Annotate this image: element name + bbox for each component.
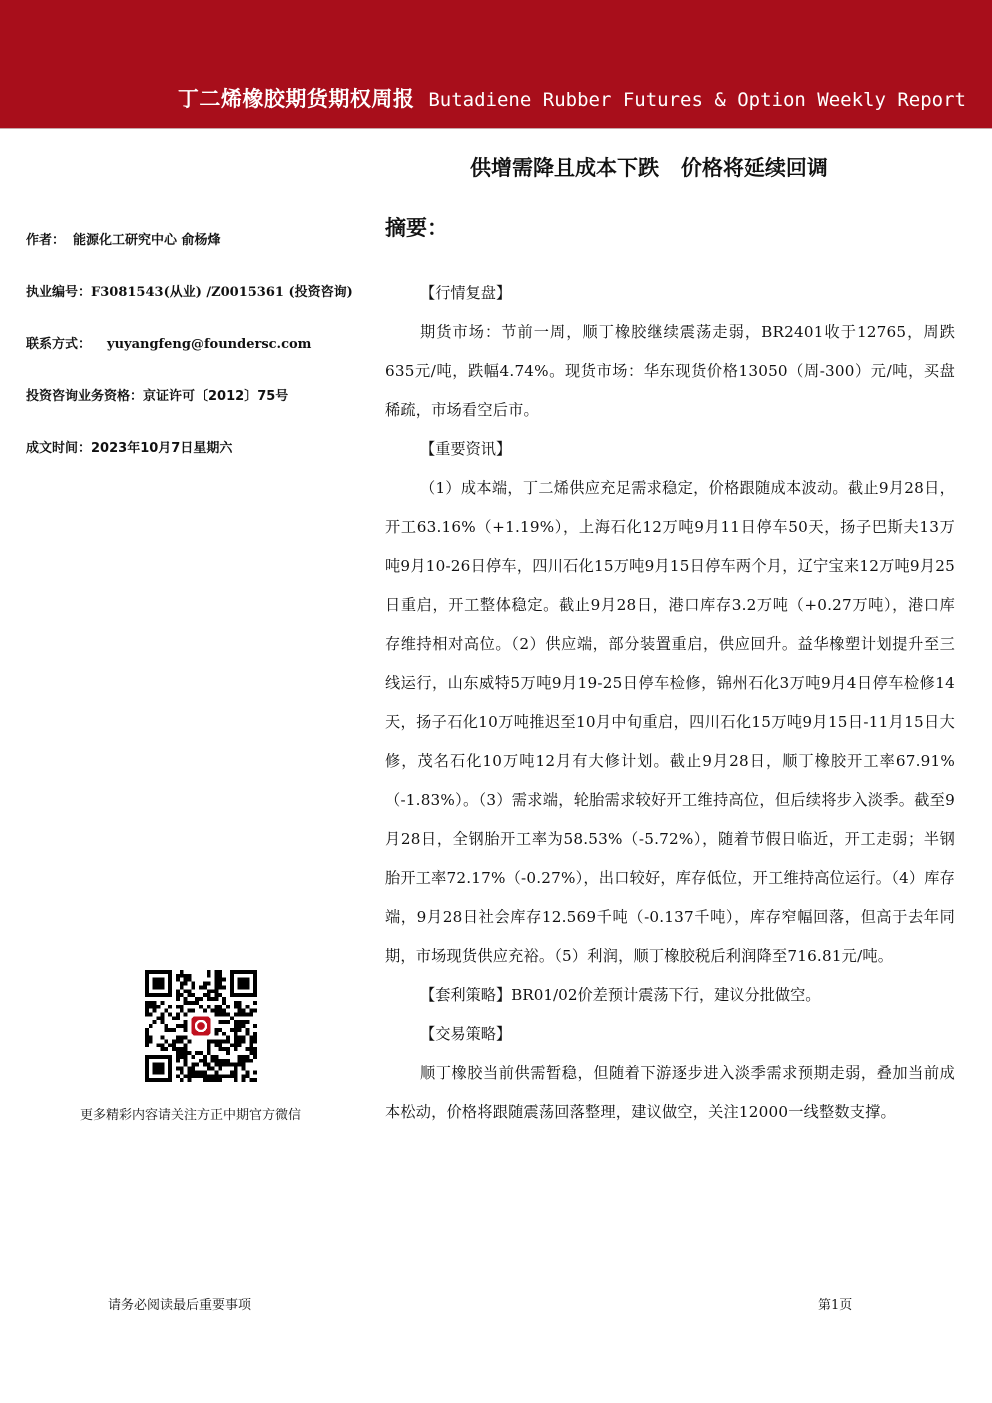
- qr-code-icon: [145, 970, 257, 1082]
- date-label: 成文时间：: [26, 441, 92, 456]
- qualification-value: 京证许可〔2012〕75号: [143, 389, 289, 404]
- section-review-heading: 【行情复盘】: [420, 284, 512, 302]
- page-number: 第1页: [818, 1298, 853, 1313]
- abstract-title: 摘要：: [385, 216, 448, 240]
- license-row: [26, 284, 366, 336]
- header-banner: [0, 0, 992, 128]
- arbitrage-paragraph: [385, 976, 955, 1015]
- section-trade-heading: 【交易策略】: [420, 1025, 512, 1043]
- news-paragraph: （1）成本端，丁二烯供应充足需求稳定，价格跟随成本波动。截止9月28日，开工63.16%（+1.19%），上海石化12万吨9月11日停车50天，扬子巴斯夫13万吨9月10-26日停车，四川石化15万吨9月15日停车两个月，辽宁宝来12万吨9月25日重启，开工整体稳定。截止9月28日，港口库存3.2万吨（+0.27万吨），港口库存维持相对高位。（2）供应端，部分装置重启，供应回升。益华橡塑计划提升至三线运行，山东威特5万吨9月19-25日停车检修，锦州石化3万吨9月4日停车检修14天，扬子石化10万吨推迟至10月中旬重启，四川石化15万吨9月15日-11月15日大修，茂名石化10万吨12月有大修计划。截止9月28日，顺丁橡胶开工率67.91%（-1.83%）。（3）需求端，轮胎需求较好开工维持高位，但后续将步入淡季。截至9月28日，全钢胎开工率为58.53%（-5.72%），随着节假日临近，开工走弱；半钢胎开工率72.17%（-0.27%），出口较好，库存低位，开工维持高位运行。（4）库存端，9月28日社会库存12.569千吨（-0.137千吨），库存窄幅回落，但高于去年同期，市场现货供应充裕。（5）利润，顺丁橡胶税后利润降至716.81元/吨。: [385, 479, 955, 965]
- report-title: [178, 84, 966, 114]
- author-row: [26, 232, 366, 284]
- contact-row: [26, 336, 366, 388]
- arbitrage-label: 【套利策略】: [420, 986, 512, 1004]
- trade-paragraph: 顺丁橡胶当前供需暂稳，但随着下游逐步进入淡季需求预期走弱，叠加当前成本松动，价格将跟随震荡回落整理，建议做空，关注12000一线整数支撑。: [385, 1064, 955, 1121]
- contact-email[interactable]: yuyangfeng@foundersc.com: [107, 337, 312, 352]
- contact-label: 联系方式：: [26, 337, 92, 352]
- author-value: 能源化工研究中心 俞杨烽: [73, 233, 221, 248]
- qr-caption: 更多精彩内容请关注方正中期官方微信: [80, 1108, 302, 1123]
- author-label: 作者：: [26, 233, 66, 248]
- arbitrage-text: BR01/02价差预计震荡下行，建议分批做空。: [511, 986, 821, 1004]
- abstract-section: [385, 212, 955, 1132]
- date-value: 2023年10月7日星期六: [91, 441, 233, 456]
- qualification-row: [26, 388, 366, 440]
- banner-divider: [0, 128, 992, 129]
- date-row: [26, 440, 366, 492]
- section-news-heading: 【重要资讯】: [420, 440, 512, 458]
- license-label: 执业编号：: [26, 285, 92, 300]
- footer-notice: 请务必阅读最后重要事项: [108, 1298, 252, 1313]
- qualification-label: 投资咨询业务资格：: [26, 389, 144, 404]
- license-value: F3081543(从业) /Z0015361 (投资咨询): [91, 285, 353, 300]
- review-paragraph: 期货市场：节前一周，顺丁橡胶继续震荡走弱，BR2401收于12765，周跌635元/吨，跌幅4.74%。现货市场：华东现货价格13050（周-300）元/吨，买盘稀疏，市场看空后市。: [385, 323, 955, 419]
- report-title-en: Butadiene Rubber Futures & Option Weekly Report: [428, 89, 966, 111]
- report-title-cn: 丁二烯橡胶期货期权周报: [177, 87, 415, 111]
- author-info: [26, 232, 366, 492]
- report-headline: 供增需降且成本下跌 价格将延续回调: [470, 156, 828, 180]
